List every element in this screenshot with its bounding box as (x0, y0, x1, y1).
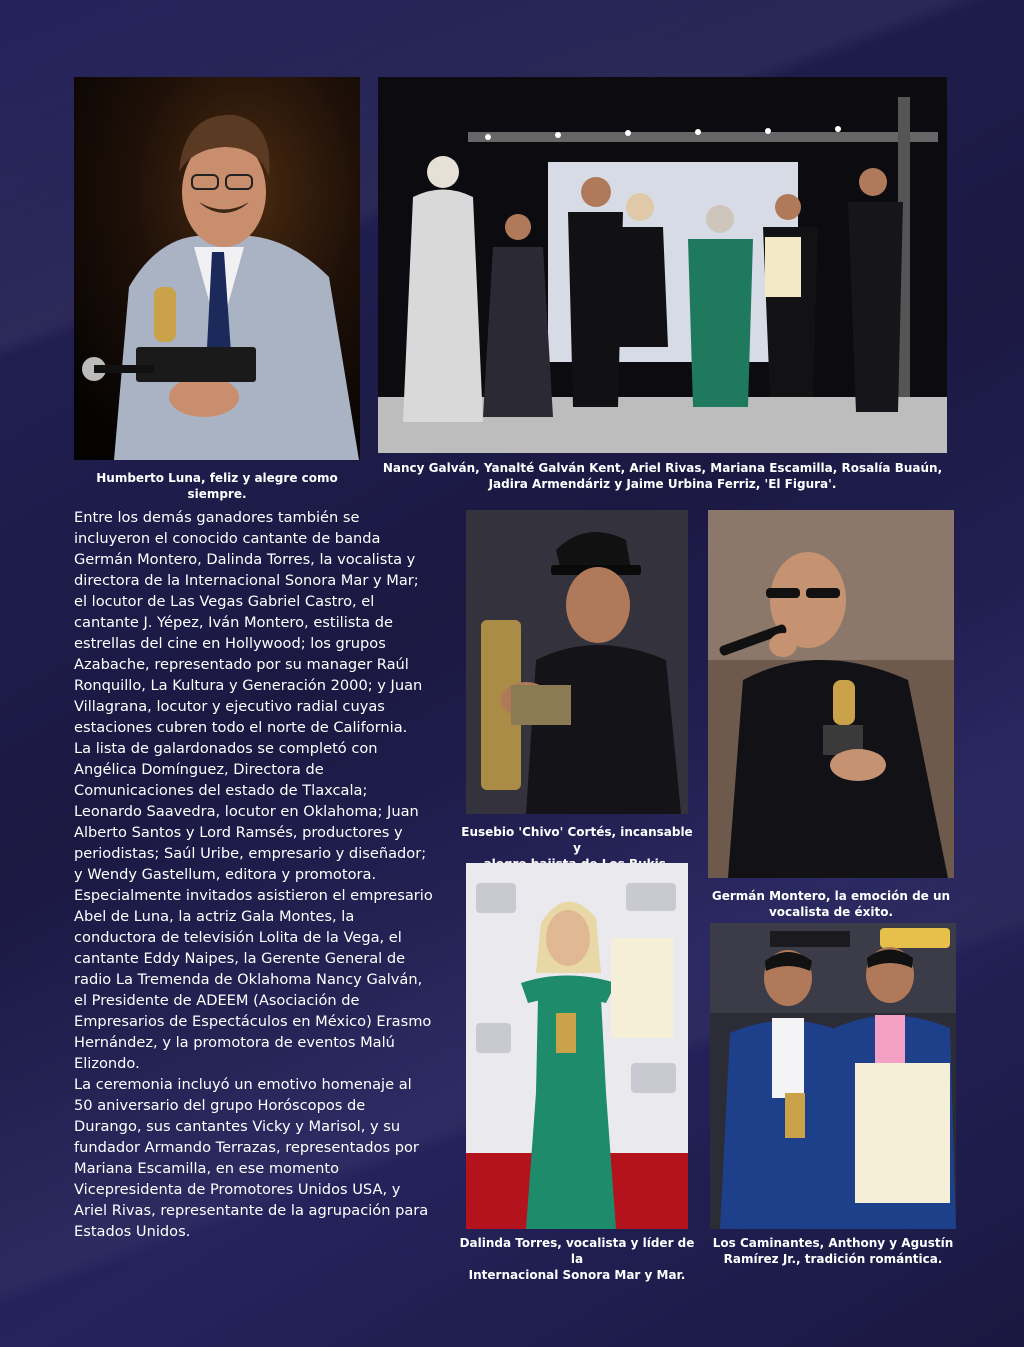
photo-humberto-luna (74, 77, 360, 460)
article-paragraph: Especialmente invitados asistieron el empresario Abel de Luna, la actriz Gala Montes, la conductora de televisión Lolita de la Vega, el cantante Eddy Naipes, la Gerente General de radio La Tremenda de Oklahoma Nancy Galván, el Presidente de ADEEM (Asociación de Empresarios de Espectáculos en México) Erasmo Hernández, y la promotora de eventos Malú Elizondo. (74, 887, 433, 1072)
photo-german-montero (708, 510, 954, 878)
caption-german: Germán Montero, la emoción de un vocalista de éxito. (711, 889, 951, 919)
photo-dalinda-torres (466, 863, 688, 1229)
caption-caminantes: Los Caminantes, Anthony y Agustín Ramírez Jr., tradición romántica. (712, 1236, 954, 1266)
photo-los-caminantes (710, 923, 956, 1229)
caption-group: Nancy Galván, Yanalté Galván Kent, Ariel Rivas, Mariana Escamilla, Rosalía Buaún, Jadira Armendáriz y Jaime Urbina Ferriz, 'El Figura'. (382, 461, 943, 491)
caption-dalinda: Dalinda Torres, vocalista y líder de la Internacional Sonora Mar y Mar. (459, 1236, 695, 1282)
article-paragraph: La lista de galardonados se completó con Angélica Domínguez, Directora de Comunicaciones del estado de Tlaxcala; Leonardo Saavedra, locutor en Oklahoma; Juan Alberto Santos y Lord Ramsés, productores y periodistas; Saúl Uribe, empresario y diseñador; y Wendy Gastellum, editora y promotora. (74, 740, 427, 883)
caption-humberto: Humberto Luna, feliz y alegre como siempre. (96, 471, 338, 501)
caption-eusebio: Eusebio 'Chivo' Cortés, incansable y (461, 825, 693, 855)
article-paragraph: La ceremonia incluyó un emotivo homenaje al 50 aniversario del grupo Horóscopos de Durango, sus cantantes Vicky y Marisol, y su fundador Armando Terrazas, representados por Mariana Escamilla, en ese momento Vicepresidenta de Promotores Unidos USA, y Ariel Rivas, representante de la agrupación para Estados Unidos. (74, 1076, 429, 1240)
photo-group-stage (378, 77, 947, 453)
article-body (74, 507, 434, 1242)
photo-eusebio-cortes (466, 510, 688, 814)
article-paragraph: Entre los demás ganadores también se incluyeron el conocido cantante de banda Germán Montero, Dalinda Torres, la vocalista y directora de la Internacional Sonora Mar y Mar; el locutor de Las Vegas Gabriel Castro, el cantante J. Yépez, Iván Montero, estilista de estrellas del cine en Hollywood; los grupos Azabache, representado por su manager Raúl Ronquillo, La Kultura y Generación 2000; y Juan Villagrana, locutor y ejecutivo radial cuyas estaciones cubren todo el norte de California. (74, 509, 423, 736)
